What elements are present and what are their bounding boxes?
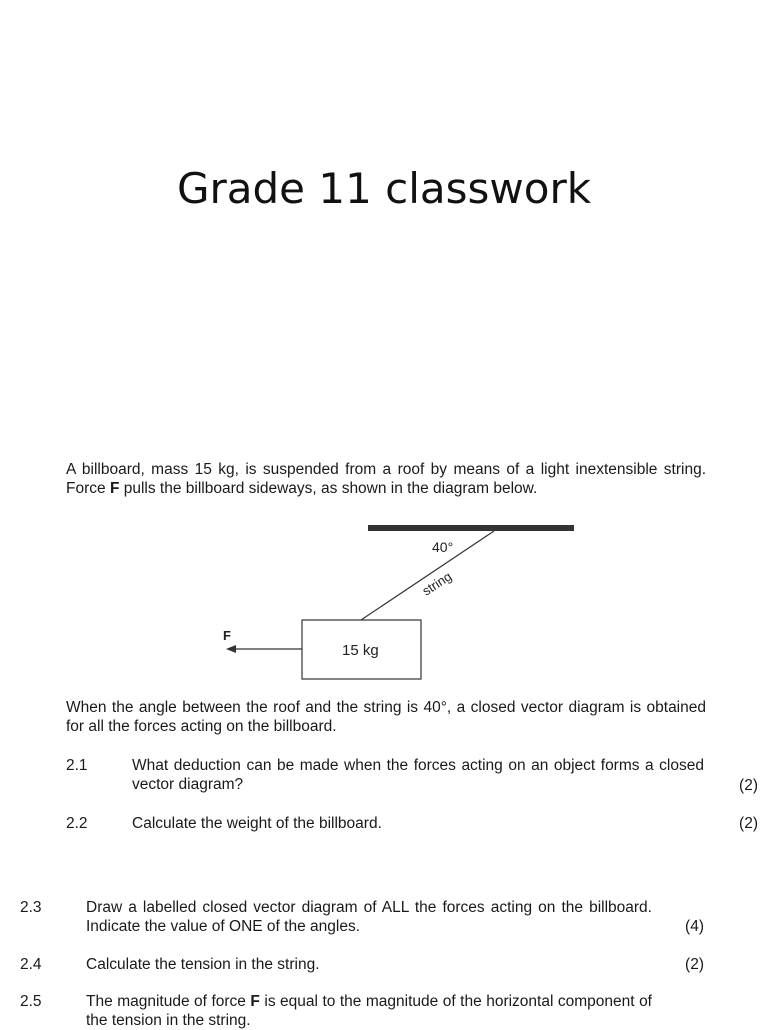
billboard-diagram	[0, 510, 768, 690]
string-label: string	[419, 568, 455, 599]
force-label: F	[223, 628, 231, 643]
slide-title: Grade 11 classwork	[176, 164, 592, 213]
question-number: 2.3	[20, 899, 42, 916]
question-number: 2.4	[20, 956, 42, 973]
question-text-1: The magnitude of force	[86, 993, 251, 1010]
condition-paragraph: When the angle between the roof and the string is 40°, a closed vector diagram is obtained for all the forces acting on the billboard.	[66, 699, 706, 735]
question-text-2: is equal to the magnitude of the horizontal component of the tension in the string.	[86, 993, 652, 1029]
force-arrow-head	[226, 645, 236, 653]
question-text	[86, 992, 652, 1030]
intro-paragraph	[66, 460, 706, 498]
string-line	[361, 531, 494, 620]
box-label: 15 kg	[342, 642, 379, 659]
question-marks: (2)	[685, 956, 704, 973]
intro-text-1: A billboard, mass 15 kg, is suspended from a roof by means of a light inextensible string. Force	[66, 461, 706, 497]
question-number: 2.1	[66, 757, 88, 774]
question-number: 2.5	[20, 993, 42, 1010]
angle-label: 40°	[432, 539, 454, 555]
question-text: Calculate the tension in the string.	[86, 956, 320, 973]
question-marks: (2)	[739, 815, 758, 832]
intro-text-2: pulls the billboard sideways, as shown in the diagram below.	[119, 480, 538, 497]
question-text: Calculate the weight of the billboard.	[132, 815, 382, 832]
force-f-bold: F	[109, 480, 120, 497]
question-text: What deduction can be made when the forces acting on an object forms a closed vector diagram?	[132, 757, 704, 793]
question-marks: (4)	[685, 918, 704, 935]
roof	[368, 525, 574, 531]
question-text: Draw a labelled closed vector diagram of ALL the forces acting on the billboard. Indicate the value of ONE of the angles.	[86, 899, 652, 935]
question-number: 2.2	[66, 815, 88, 832]
force-f-bold: F	[250, 993, 260, 1010]
question-marks: (2)	[739, 777, 758, 794]
